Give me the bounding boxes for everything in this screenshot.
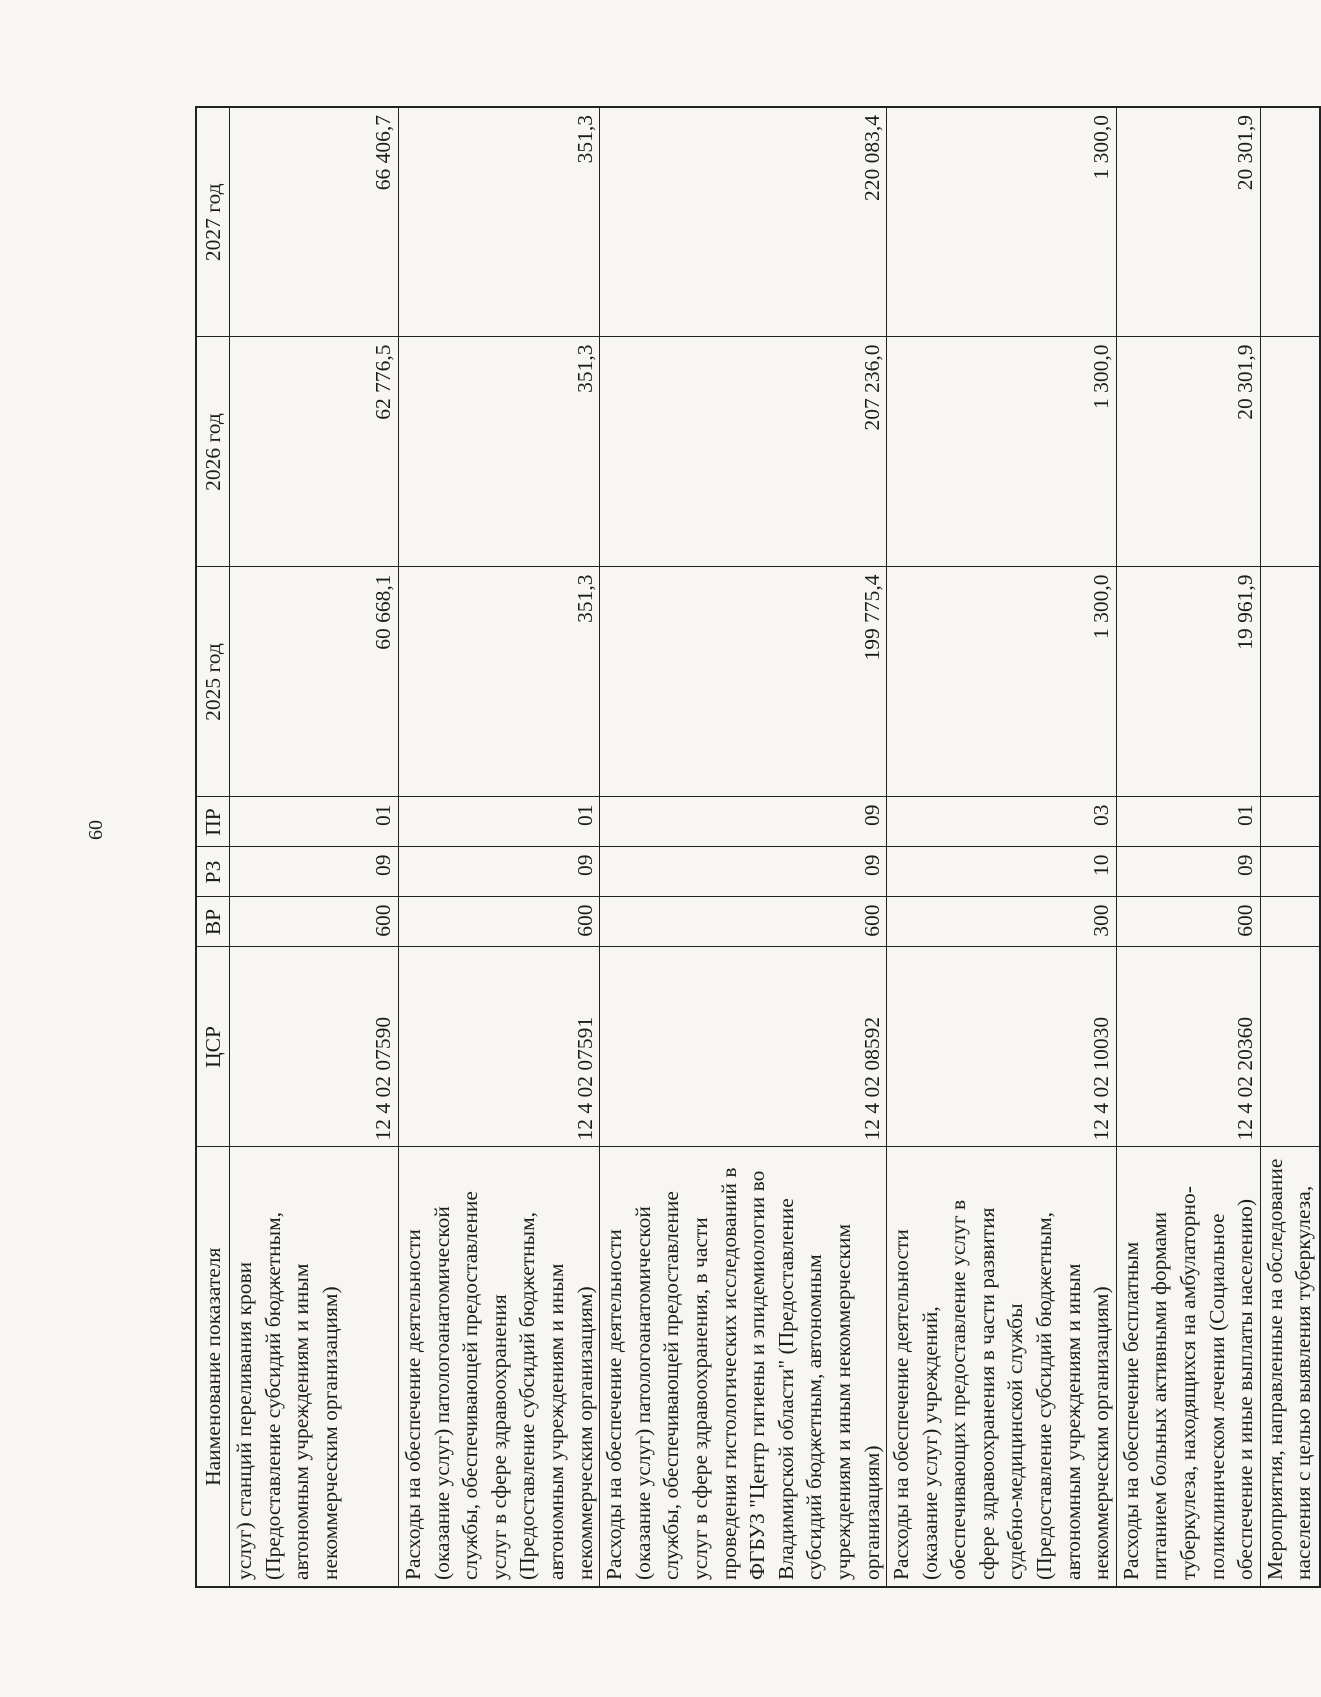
row-csr	[1260, 947, 1320, 1147]
row-pr: 01	[399, 797, 600, 847]
row-2027: 66 406,7	[230, 107, 399, 337]
table-row	[1116, 107, 1260, 1587]
row-rz: 10	[887, 847, 1117, 897]
row-2027: 351,3	[399, 107, 600, 337]
row-pr: 03	[887, 797, 1117, 847]
row-pr: 01	[230, 797, 399, 847]
table-row	[399, 107, 600, 1587]
row-vr	[1260, 897, 1320, 947]
row-2025: 60 668,1	[230, 567, 399, 797]
row-name: Расходы на обеспечение деятельности (оказание услуг) патологоанатомической службы, обеспечивающей предоставление услуг в сфере здравоохранения, в части проведения гистологических исследований в ФГБУЗ "Центр гигиены и эпидемиологии во Владимирской области" (Предоставление субсидий бюджетным, автономным учреждениям и иным некоммерческим организациям)	[600, 1147, 887, 1587]
row-csr: 12 4 02 10030	[887, 947, 1117, 1147]
row-rz: 09	[399, 847, 600, 897]
table-row	[1260, 107, 1320, 1587]
row-vr: 600	[600, 897, 887, 947]
row-name: Расходы на обеспечение бесплатным питанием больных активными формами туберкулеза, находящихся на амбулаторно-поликлиническом лечении (Социальное обеспечение и иные выплаты населению)	[1116, 1147, 1260, 1587]
row-2025: 1 300,0	[887, 567, 1117, 797]
row-csr: 12 4 02 07590	[230, 947, 399, 1147]
page-number: 60	[85, 820, 107, 840]
row-2025: 199 775,4	[600, 567, 887, 797]
header-2025: 2025 год	[196, 567, 230, 797]
row-vr: 600	[1116, 897, 1260, 947]
row-2025: 351,3	[399, 567, 600, 797]
header-2026: 2026 год	[196, 337, 230, 567]
row-2027: 1 300,0	[887, 107, 1117, 337]
row-2027: 20 301,9	[1116, 107, 1260, 337]
row-vr: 600	[230, 897, 399, 947]
row-vr: 300	[887, 897, 1117, 947]
row-rz: 09	[230, 847, 399, 897]
row-rz: 09	[1116, 847, 1260, 897]
row-2027: 220 083,4	[600, 107, 887, 337]
header-2027: 2027 год	[196, 107, 230, 337]
row-2026: 207 236,0	[600, 337, 887, 567]
budget-table	[195, 106, 1321, 1588]
row-name: Расходы на обеспечение деятельности (оказание услуг) учреждений, обеспечивающих предоставление услуг в сфере здравоохранения в части развития судебно-медицинской службы (Предоставление субсидий бюджетным, автономным учреждениям и иным некоммерческим организациям)	[887, 1147, 1117, 1587]
row-2026	[1260, 337, 1320, 567]
row-2025	[1260, 567, 1320, 797]
header-csr: ЦСР	[196, 947, 230, 1147]
row-pr	[1260, 797, 1320, 847]
row-name: Расходы на обеспечение деятельности (оказание услуг) патологоанатомической службы, обеспечивающей предоставление услуг в сфере здравоохранения (Предоставление субсидий бюджетным, автономным учреждениям и иным некоммерческим организациям)	[399, 1147, 600, 1587]
row-2026: 1 300,0	[887, 337, 1117, 567]
row-2026: 20 301,9	[1116, 337, 1260, 567]
table-row	[887, 107, 1117, 1587]
row-rz	[1260, 847, 1320, 897]
row-name: Мероприятия, направленные на обследование населения с целью выявления туберкулеза,	[1260, 1147, 1320, 1587]
row-2025: 19 961,9	[1116, 567, 1260, 797]
row-rz: 09	[600, 847, 887, 897]
header-vr: ВР	[196, 897, 230, 947]
row-2026: 62 776,5	[230, 337, 399, 567]
budget-table-frame	[195, 108, 1316, 1588]
header-pr: ПР	[196, 797, 230, 847]
row-csr: 12 4 02 07591	[399, 947, 600, 1147]
row-2027	[1260, 107, 1320, 337]
row-csr: 12 4 02 20360	[1116, 947, 1260, 1147]
row-2026: 351,3	[399, 337, 600, 567]
row-csr: 12 4 02 08592	[600, 947, 887, 1147]
header-row	[196, 107, 230, 1587]
row-name: услуг) станций переливания крови (Предоставление субсидий бюджетным, автономным учреждениям и иным некоммерческим организациям)	[230, 1147, 399, 1587]
row-pr: 01	[1116, 797, 1260, 847]
header-name: Наименование показателя	[196, 1147, 230, 1587]
table-row	[230, 107, 399, 1587]
row-pr: 09	[600, 797, 887, 847]
table-row	[600, 107, 887, 1587]
header-rz: РЗ	[196, 847, 230, 897]
row-vr: 600	[399, 897, 600, 947]
